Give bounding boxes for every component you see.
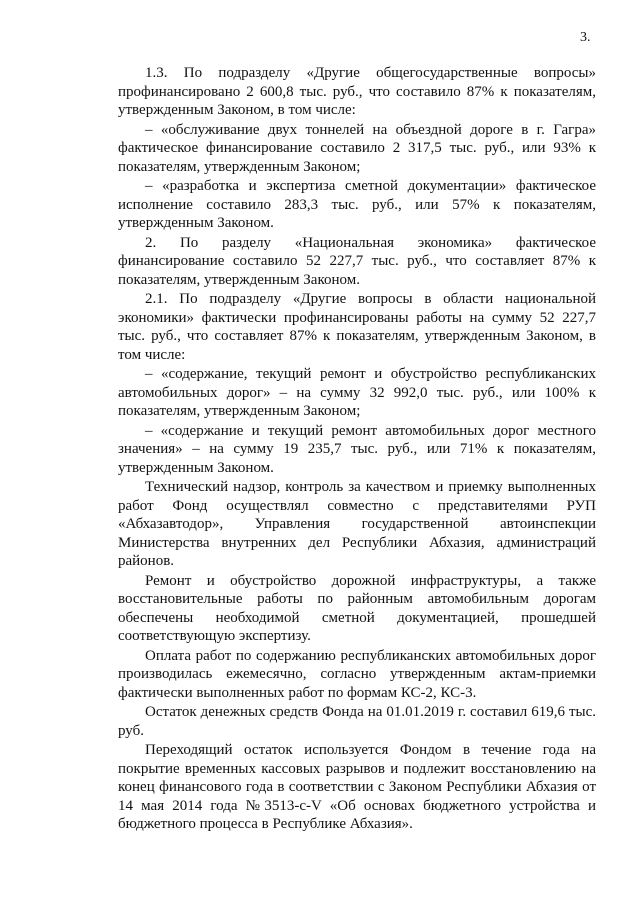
paragraph-tech-supervision: Технический надзор, контроль за качеством и приемку выполненных работ Фонд осуществлял совместно с представителями РУП «Абхазавтодор», Управления государственной автоинспекции Министерства внутренних дел Республики Абхазия, администраций районов.: [118, 479, 596, 569]
paragraph-balance: Остаток денежных средств Фонда на 01.01.2019 г. составил 619,6 тыс. руб.: [118, 704, 596, 739]
paragraph-payment: Оплата работ по содержанию республиканских автомобильных дорог производилась ежемесячно, согласно утвержденным актам-приемки фактически выполненных работ по формам КС-2, КС-3.: [118, 647, 596, 701]
paragraph-local-roads-item: – «содержание и текущий ремонт автомобильных дорог местного значения» – на сумму 19 235,7 тыс. руб., или 71% к показателям, утвержденным Законом.: [118, 422, 596, 476]
paragraph-republic-roads-item: – «содержание, текущий ремонт и обустройство республиканских автомобильных дорог» – на сумму 32 992,0 тыс. руб., или 100% к показателям, утвержденным Законом;: [118, 366, 596, 419]
paragraph-repair: Ремонт и обустройство дорожной инфраструктуры, а также восстановительные работы по районным автомобильным дорогам обеспечены необходимой сметной документацией, прошедшей соответствующую экспертизу.: [118, 572, 596, 644]
paragraph-estimate-item: – «разработка и экспертиза сметной документации» фактическое исполнение составило 283,3 тыс. руб., или 57% к показателям, утвержденным Законом.: [118, 178, 596, 231]
paragraph-2-1: 2.1. По подразделу «Другие вопросы в области национальной экономики» фактически профинансированы работы на сумму 52 227,7 тыс. руб., что составляет 87% к показателям, утвержденным Законом, в том числе:: [118, 291, 596, 363]
paragraph-tunnels-item: – «обслуживание двух тоннелей на объездной дороге в г. Гагра» фактическое финансирование составило 2 317,5 тыс. руб., или 93% к показателям, утвержденным Законом;: [118, 121, 596, 175]
paragraph-1-3: 1.3. По подразделу «Другие общегосударственные вопросы» профинансировано 2 600,8 тыс. руб., что составило 87% к показателям, утвержденным Законом, в том числе:: [118, 65, 596, 118]
page-number: 3.: [580, 30, 591, 45]
paragraph-2: 2. По разделу «Национальная экономика» фактическое финансирование составило 52 227,7 тыс. руб., что составляет 87% к показателям, утвержденным Законом.: [118, 234, 596, 288]
document-body: [118, 64, 596, 835]
paragraph-carryover: Переходящий остаток используется Фондом в течение года на покрытие временных кассовых разрывов и подлежит восстановлению на конец финансового года в соответствии с Законом Республики Абхазия от 14 мая 2014 года №3513-с-V «Об основах бюджетного устройства и бюджетного процесса в Республике Абхазия».: [118, 742, 596, 832]
